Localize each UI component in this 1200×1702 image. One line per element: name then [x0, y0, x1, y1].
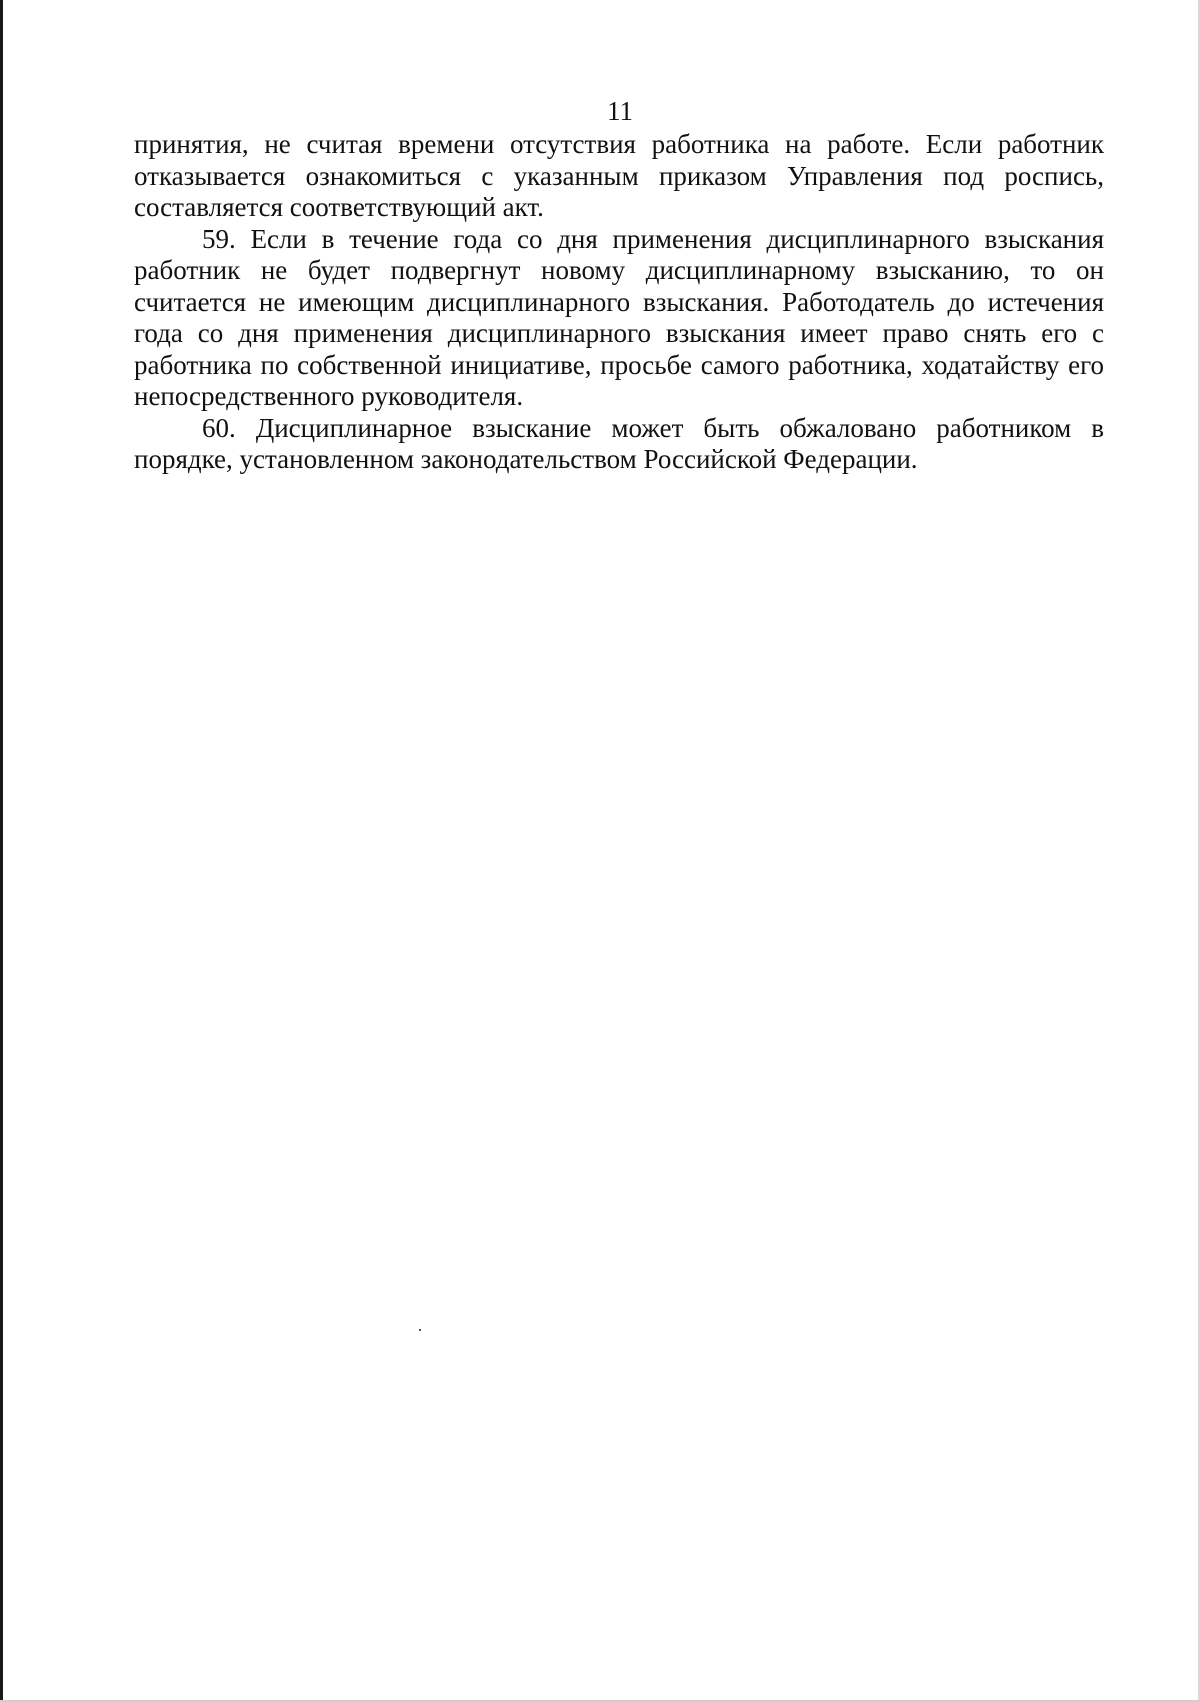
scan-speck — [419, 1329, 421, 1331]
paragraph-59: 59. Если в течение года со дня применения дисциплинарного взыскания работник не будет подвергнут новому дисциплинарному взысканию, то он считается не имеющим дисциплинарного взыскания. Работодатель до истечения года со дня применения дисциплинарного взыскания имеет право снять его с работника по собственной инициативе, просьбе самого работника, ходатайству его непосредственного руководителя. — [134, 223, 1104, 411]
document-body — [134, 129, 1104, 476]
page-number: 11 — [607, 96, 633, 126]
paragraph-continuation: принятия, не считая времени отсутствия работника на работе. Если работник отказывается ознакомиться с указанным приказом Управления под роспись, составляется соответствующий акт. — [134, 129, 1104, 222]
scan-edge-left — [0, 0, 3, 1702]
paragraph-60: 60. Дисциплинарное взыскание может быть обжаловано работником в порядке, установленном законодательством Российской Федерации. — [134, 412, 1104, 474]
